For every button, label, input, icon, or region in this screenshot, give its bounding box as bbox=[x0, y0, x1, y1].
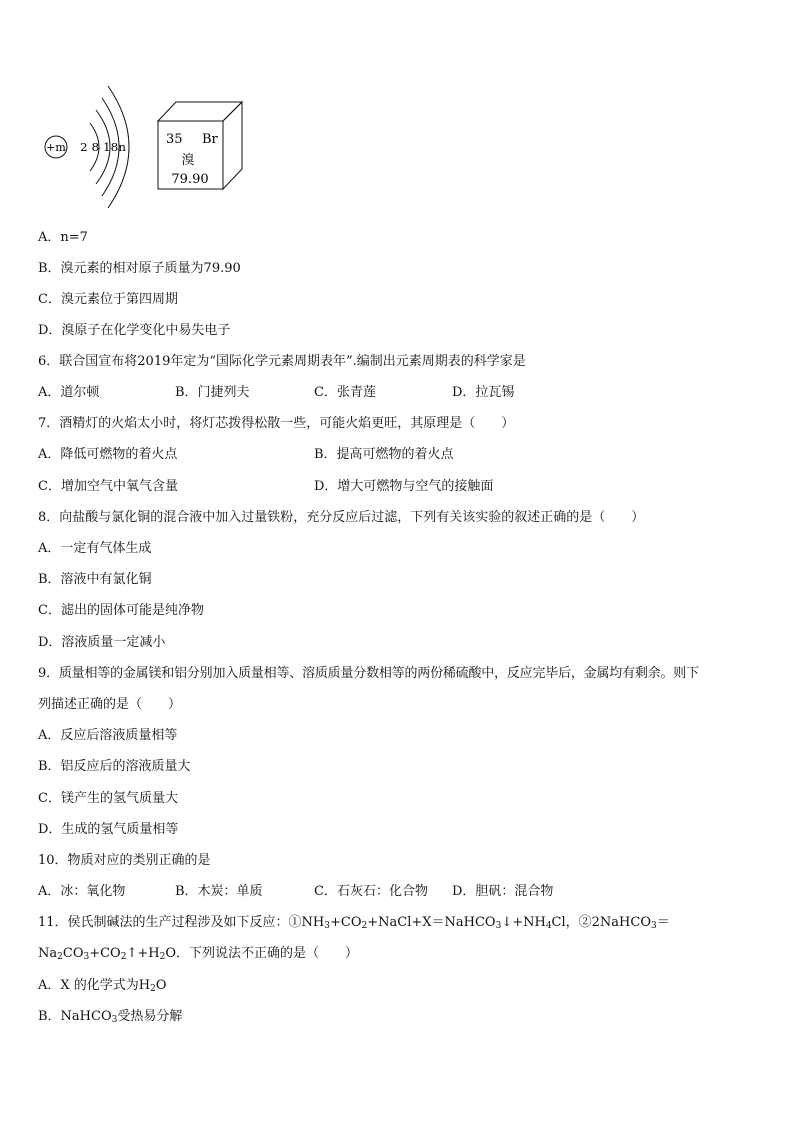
q8-option-a: A．一定有气体生成 bbox=[38, 541, 152, 556]
nucleus-label: +m bbox=[46, 141, 66, 154]
q9-option-d: D．生成的氢气质量相等 bbox=[38, 822, 179, 837]
q10-option-a: A．冰：氧化物 bbox=[38, 884, 126, 899]
q6-option-a: A．道尔顿 bbox=[38, 385, 100, 400]
q5-option-b: B．溴元素的相对原子质量为79.90 bbox=[38, 261, 241, 276]
q10-option-c: C．石灰石：化合物 bbox=[314, 884, 428, 899]
q6-stem: 6．联合国宣布将2019年定为“国际化学元素周期表年”.编制出元素周期表的科学家是 bbox=[38, 354, 526, 369]
q7-option-b: B．提高可燃物的着火点 bbox=[314, 447, 454, 462]
bromine-figure bbox=[36, 80, 266, 210]
q9-option-b: B．铝反应后的溶液质量大 bbox=[38, 759, 191, 774]
shell-electrons: 2 8 18n bbox=[80, 141, 126, 154]
q9-stem-line2: 列描述正确的是（ ） bbox=[38, 697, 182, 712]
q6-option-d: D．拉瓦锡 bbox=[452, 385, 515, 400]
q11-option-b: B．NaHCO$_3$受热易分解 bbox=[38, 1009, 183, 1025]
q10-option-b: B．木炭：单质 bbox=[175, 884, 263, 899]
q7-options-ab bbox=[38, 446, 758, 464]
atom-structure-diagram bbox=[36, 80, 266, 210]
q8-option-c: C．滤出的固体可能是纯净物 bbox=[38, 603, 204, 618]
q7-options-cd bbox=[38, 478, 758, 496]
element-symbol: Br bbox=[202, 132, 218, 147]
q7-option-a: A．降低可燃物的着火点 bbox=[38, 447, 178, 462]
q5-option-d: D．溴原子在化学变化中易失电子 bbox=[38, 323, 231, 338]
q8-stem: 8．向盐酸与氯化铜的混合液中加入过量铁粉，充分反应后过滤，下列有关该实验的叙述正确的是（ ） bbox=[38, 510, 645, 525]
q11-option-a: A．X 的化学式为$H_2O$ bbox=[38, 978, 167, 994]
q5-option-a: A．n=7 bbox=[38, 230, 88, 245]
q11-stem-line2: $Na_2CO_3+CO_2↑+H_2O$．下列说法不正确的是（ ） bbox=[38, 946, 358, 962]
q9-option-c: C．镁产生的氢气质量大 bbox=[38, 791, 178, 806]
q6-option-b: B．门捷列夫 bbox=[175, 385, 250, 400]
q11-stem-line1: 11．侯氏制碱法的生产过程涉及如下反应：$①NH_3+CO_2+NaCl+X=NaHCO_3↓+NH_4Cl$，②2NaHCO$_3$＝ bbox=[38, 915, 670, 931]
q6-options bbox=[38, 384, 758, 402]
q7-stem: 7．酒精灯的火焰太小时，将灯芯拨得松散一些，可能火焰更旺，其原理是（ ） bbox=[38, 416, 515, 431]
q10-options bbox=[38, 883, 758, 901]
q6-option-c: C．张青莲 bbox=[314, 385, 376, 400]
atomic-mass: 79.90 bbox=[171, 172, 209, 187]
q9-stem-line1: 9．质量相等的金属镁和铝分别加入质量相等、溶质质量分数相等的两份稀硫酸中，反应完毕后，金属均有剩余。则下 bbox=[38, 666, 699, 681]
q5-option-c: C．溴元素位于第四周期 bbox=[38, 292, 178, 307]
q7-option-d: D．增大可燃物与空气的接触面 bbox=[314, 479, 494, 494]
q7-option-c: C．增加空气中氧气含量 bbox=[38, 479, 178, 494]
q8-option-d: D．溶液质量一定减小 bbox=[38, 635, 166, 650]
q8-option-b: B．溶液中有氯化铜 bbox=[38, 572, 152, 587]
q10-stem: 10．物质对应的类别正确的是 bbox=[38, 853, 211, 868]
q10-option-d: D．胆矾：混合物 bbox=[452, 884, 554, 899]
q9-option-a: A．反应后溶液质量相等 bbox=[38, 728, 178, 743]
element-name: 溴 bbox=[181, 153, 195, 168]
atomic-number: 35 bbox=[166, 132, 183, 147]
